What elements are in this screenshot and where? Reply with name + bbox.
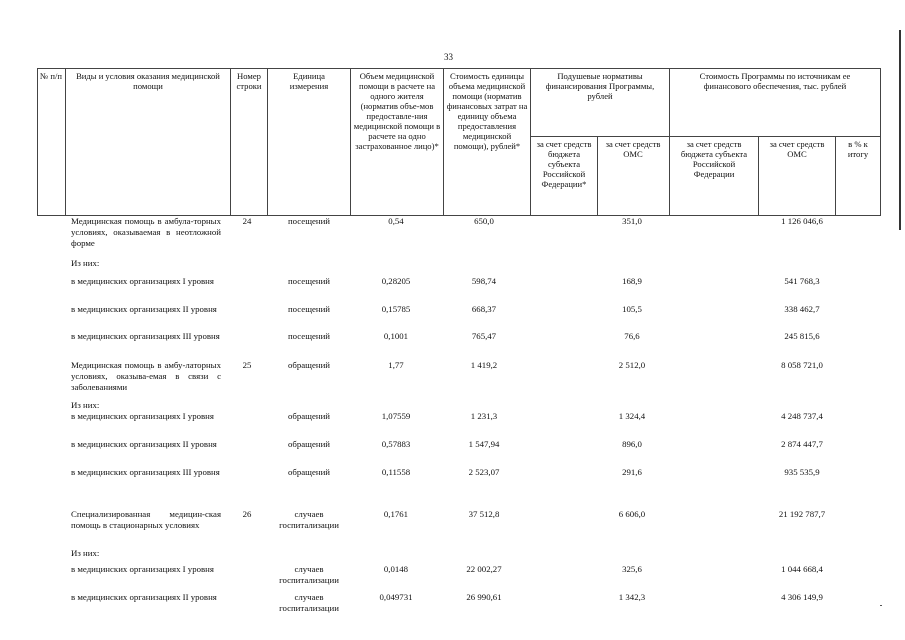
row-volume: 0,0148: [383, 564, 409, 574]
page-number: 33: [444, 52, 453, 62]
row-norm: 76,6: [624, 331, 640, 341]
header-group-program: Стоимость Программы по источникам ее финансового обеспечения, тыс. рублей: [699, 71, 851, 91]
row-cost: 598,74: [471, 276, 497, 286]
row-name: в медицинских организациях I уровня: [71, 411, 214, 421]
row-name: Медицинская помощь в амбу-латорных условиях, оказыва-емая в связи с заболеваниями: [71, 360, 221, 392]
row-cost: 1 231,3: [470, 411, 498, 421]
header-col-unit: Единица измерения: [289, 71, 329, 91]
row-program: 8 058 721,0: [781, 360, 823, 370]
row-cost: 26 990,61: [466, 592, 502, 602]
scan-mark: [880, 605, 882, 606]
row-volume: 0,54: [388, 216, 404, 226]
row-unit: обращений: [288, 439, 330, 449]
row-cost: 650,0: [474, 216, 494, 226]
header-norm-oms: за счет средств ОМС: [605, 139, 661, 159]
row-unit: посещений: [287, 304, 331, 314]
row-unit: посещений: [287, 216, 331, 226]
row-volume: 0,28205: [381, 276, 411, 286]
header-col-volume: Объем медицинской помощи в расчете на одного жителя (норматив объе-мов предоставле-ния медицинской помощи в расчете на одно застрахованное лицо)*: [353, 71, 441, 151]
row-program: 338 462,7: [784, 304, 820, 314]
row-program: 541 768,3: [784, 276, 820, 286]
row-program: 935 535,9: [784, 467, 820, 477]
row-program: 1 126 046,6: [781, 216, 823, 226]
row-name: Специализированная медицин-ская помощь в стационарных условиях: [71, 509, 221, 530]
row-unit: обращений: [288, 467, 330, 477]
row-name: Медицинская помощь в амбула-торных условиях, оказываемая в неотложной форме: [71, 216, 221, 248]
row-name: Из них:: [71, 258, 100, 268]
row-norm: 1 342,3: [618, 592, 646, 602]
row-norm: 1 324,4: [618, 411, 646, 421]
row-norm: 351,0: [622, 216, 642, 226]
header-col-no: № п/п: [40, 71, 62, 81]
row-volume: 0,57883: [381, 439, 411, 449]
header-prog-pct: в % к итогу: [847, 139, 869, 159]
row-number: 24: [242, 216, 252, 226]
header-col-row: Номер строки: [236, 71, 262, 91]
row-name: Из них:: [71, 400, 100, 410]
row-number: 25: [242, 360, 252, 370]
row-volume: 0,11558: [381, 467, 411, 477]
row-cost: 37 512,8: [468, 509, 500, 519]
row-name: в медицинских организациях II уровня: [71, 592, 217, 602]
row-unit: обращений: [288, 360, 330, 370]
row-name: в медицинских организациях II уровня: [71, 304, 217, 314]
row-cost: 22 002,27: [466, 564, 502, 574]
row-volume: 1,77: [388, 360, 404, 370]
row-program: 21 192 787,7: [778, 509, 826, 519]
row-program: 4 248 737,4: [781, 411, 823, 421]
row-volume: 1,07559: [381, 411, 411, 421]
row-volume: 0,1761: [383, 509, 409, 519]
header-norm-budget: за счет средств бюджета субъекта Российской Федерации*: [536, 139, 592, 189]
row-name: в медицинских организациях III уровня: [71, 331, 220, 341]
row-name: Из них:: [71, 548, 100, 558]
row-program: 245 815,6: [784, 331, 820, 341]
row-unit: посещений: [287, 331, 331, 341]
row-cost: 2 523,07: [468, 467, 500, 477]
row-program: 1 044 668,4: [781, 564, 823, 574]
row-norm: 2 512,0: [618, 360, 646, 370]
row-unit: случаев госпитализации: [279, 592, 339, 613]
header-col-name: Виды и условия оказания медицинской помощи: [76, 71, 220, 91]
row-unit: посещений: [287, 276, 331, 286]
row-volume: 0,1001: [383, 331, 409, 341]
row-unit: случаев госпитализации: [279, 509, 339, 530]
header-prog-budget: за счет средств бюджета субъекта Российской Федерации: [680, 139, 748, 179]
header-group-norms: Подушевые нормативы финансирования Программы, рублей: [545, 71, 655, 101]
row-norm: 105,5: [622, 304, 642, 314]
header-prog-oms: за счет средств ОМС: [769, 139, 825, 159]
row-program: 4 306 149,9: [781, 592, 823, 602]
row-unit: случаев госпитализации: [279, 564, 339, 585]
row-volume: 0,049731: [379, 592, 413, 602]
row-name: в медицинских организациях I уровня: [71, 276, 214, 286]
row-name: в медицинских организациях III уровня: [71, 467, 220, 477]
row-cost: 1 547,94: [468, 439, 500, 449]
row-name: в медицинских организациях II уровня: [71, 439, 217, 449]
row-norm: 325,6: [622, 564, 642, 574]
row-cost: 1 419,2: [470, 360, 498, 370]
row-volume: 0,15785: [381, 304, 411, 314]
row-norm: 168,9: [622, 276, 642, 286]
row-unit: обращений: [288, 411, 330, 421]
row-cost: 765,47: [471, 331, 497, 341]
row-norm: 896,0: [622, 439, 642, 449]
row-number: 26: [242, 509, 252, 519]
row-cost: 668,37: [471, 304, 497, 314]
row-norm: 6 606,0: [618, 509, 646, 519]
row-program: 2 874 447,7: [781, 439, 823, 449]
row-norm: 291,6: [622, 467, 642, 477]
row-name: в медицинских организациях I уровня: [71, 564, 214, 574]
header-col-cost: Стоимость единицы объема медицинской помощи (норматив финансовых затрат на единицу объема предоставления медицинской помощи), рублей*: [446, 71, 528, 151]
